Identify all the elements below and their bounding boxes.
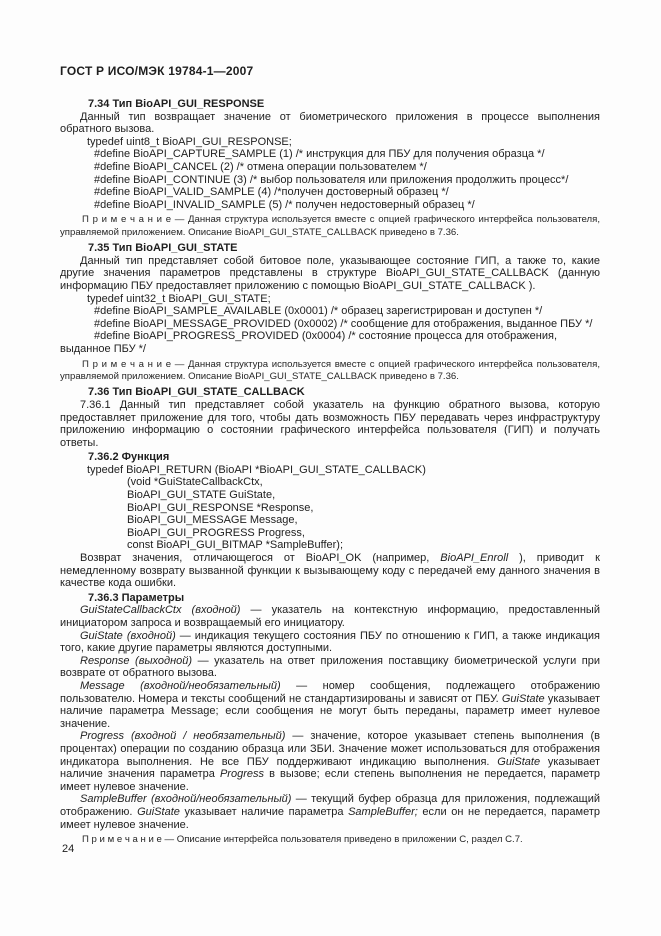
code-line-define: #define BioAPI_PROGRESS_PROVIDED (0x0004) /* состояние процесса для отображения, выданное ПБУ */ [60,330,558,355]
note-paragraph: П р и м е ч а н и е — Данная структура используется вместе с опцией графического интерфейса пользователя, управляемой приложением. Описание BioAPI_GUI_STATE_CALLBACK приведено в 7.36. [60,214,600,238]
param-description: — указатель на ответ приложения поставщику биометрической услуги при возврате от обратного вызова. [60,654,600,680]
param-name-italic: Progress (входной / необязательный) [80,730,286,743]
page-content [60,64,600,850]
section-heading-7-34: 7.34 Тип BioAPI_GUI_RESPONSE [88,98,265,110]
code-line-define: #define BioAPI_CONTINUE (3) /* выбор пользователя или приложения продолжить процесс*/ [94,173,569,186]
section-heading-7-36-2: 7.36.2 Функция [88,451,170,464]
param-description: если он не передается, параметр имеет нулевое значение. [60,805,600,831]
code-line-typedef: typedef uint8_t BioAPI_GUI_RESPONSE; [87,135,292,148]
section-heading-7-36-3: 7.36.3 Параметры [88,591,185,604]
param-description: — значение, которое указывает степень выполнения (в процентах) операции по созданию образца или ЗБИ. Значение может использоваться для отображения индикатора выполнения. Не все ПБУ поддерживают индикацию выполнения. [60,730,600,768]
code-line-argument: BioAPI_GUI_PROGRESS Progress, [127,526,305,539]
param-description: — номер сообщения, подлежащего отображению пользователю. Номера и тексты сообщений не стандартизированы и зависят от ПБУ. [60,679,600,705]
return-value-paragraph [60,552,600,590]
code-line-argument: const BioAPI_GUI_BITMAP *SampleBuffer); [127,539,344,552]
code-line-typedef: typedef uint32_t BioAPI_GUI_STATE; [87,292,271,305]
section-heading-7-35: 7.35 Тип BioAPI_GUI_STATE [88,242,238,255]
param-samplebuffer [60,793,600,831]
section-7-34-intro-paragraph: Данный тип возвращает значение от биометрического приложения в процессе выполнения обратного вызова. [60,110,600,136]
code-line-argument: BioAPI_GUI_MESSAGE Message, [127,514,298,527]
text-run: Возврат значения, отличающегося от BioAPI_OK (например, [80,552,441,565]
inline-italic: Progress [219,768,264,781]
code-line-argument: BioAPI_GUI_RESPONSE *Response, [127,501,314,514]
code-line-argument: (void *GuiStateCallbackCtx, [127,476,263,489]
note-paragraph: П р и м е ч а н и е — Описание интерфейса пользователя приведено в приложении С, раздел С.7. [82,834,523,846]
inline-italic: SampleBuffer; [348,805,418,818]
function-name-italic: BioAPI_Enroll [440,552,509,565]
param-response [60,655,600,680]
param-guistatecallbackctx [60,604,600,629]
param-name-italic: SampleBuffer (входной/необязательный) [80,793,292,806]
param-guistate [60,630,600,655]
inline-italic: GuiState [497,755,541,768]
code-line-typedef: typedef BioAPI_RETURN (BioAPI *BioAPI_GUI_STATE_CALLBACK) [87,463,426,476]
param-description: — указатель на контекстную информацию, предоставленный инициатором запроса и возвращаемый его инициатору. [60,604,600,629]
param-message [60,680,600,730]
code-line-define: #define BioAPI_MESSAGE_PROVIDED (0x0002) /* сообщение для отображения, выданное ПБУ */ [94,317,593,330]
param-description: в вызове; если степень выполнения не передается, параметр имеет нулевое значение. [60,768,600,793]
code-line-define: #define BioAPI_VALID_SAMPLE (4) /*получен достоверный образец */ [94,186,449,199]
param-progress [60,730,600,793]
code-line-define: #define BioAPI_CAPTURE_SAMPLE (1) /* инструкция для ПБУ для получения образца */ [94,148,545,161]
text-run: ), приводит к немедленному возврату вызванной функции к вызывающему коду с передачей ему данного значения в качестве кода ошибки. [60,552,600,590]
code-line-define: #define BioAPI_INVALID_SAMPLE (5) /* получен недостоверный образец */ [94,198,475,211]
code-line-define: #define BioAPI_SAMPLE_AVAILABLE (0x0001) /* образец зарегистрирован и доступен */ [94,305,543,318]
standard-designation-header: ГОСТ Р ИСО/МЭК 19784-1—2007 [60,64,254,78]
param-description: указывает наличие значения параметра [60,755,601,781]
code-line-define: #define BioAPI_CANCEL (2) /* отмена операции пользователем */ [94,160,427,173]
param-name-italic: GuiState (входной) [80,629,176,642]
note-paragraph: П р и м е ч а н и е — Данная структура используется вместе с опцией графического интерфейса пользователя, управляемой приложением. Описание BioAPI_GUI_STATE_CALLBACK приведено в 7.36. [60,358,600,382]
param-description: указывает наличие параметра Message; если сообщения не могут быть переданы, параметр имеет нулевое значение. [60,692,600,730]
section-heading-7-36: 7.36 Тип BioAPI_GUI_STATE_CALLBACK [88,386,305,399]
page-number: 24 [62,843,75,855]
param-name-italic: Response (выходной) [80,654,193,667]
param-description: — текущий буфер образца для приложения, подлежащий отображению. [60,793,600,818]
code-line-argument: BioAPI_GUI_STATE GuiState, [127,489,276,502]
param-description: — индикация текущего состояния ПБУ по отношению к ГИП, а также индикация того, какие другие параметры являются доступными. [60,629,600,655]
param-description: указывает наличие параметра [179,805,349,818]
inline-italic: GuiState [137,805,180,818]
param-name-italic: GuiStateCallbackCtx (входной) [80,604,241,617]
section-7-35-intro-paragraph: Данный тип представляет собой битовое поле, указывающее состояние ГИП, а также то, какие другие значения параметров представлены в структуре BioAPI_GUI_STATE_CALLBACK (данную информацию ПБУ предоставляет приложению с помощью BioAPI_GUI_STATE_CALLBACK ). [60,254,600,292]
section-7-36-1-paragraph: 7.36.1 Данный тип представляет собой указатель на функцию обратного вызова, которую предоставляет приложение для того, чтобы дать возможность ПБУ передавать через инфраструктуру приложению информацию о состоянии графического интерфейса пользователя (ГИП) и получать ответы. [60,398,600,449]
param-name-italic: Message (входной/необязательный) [80,679,281,692]
inline-italic: GuiState [501,692,545,705]
